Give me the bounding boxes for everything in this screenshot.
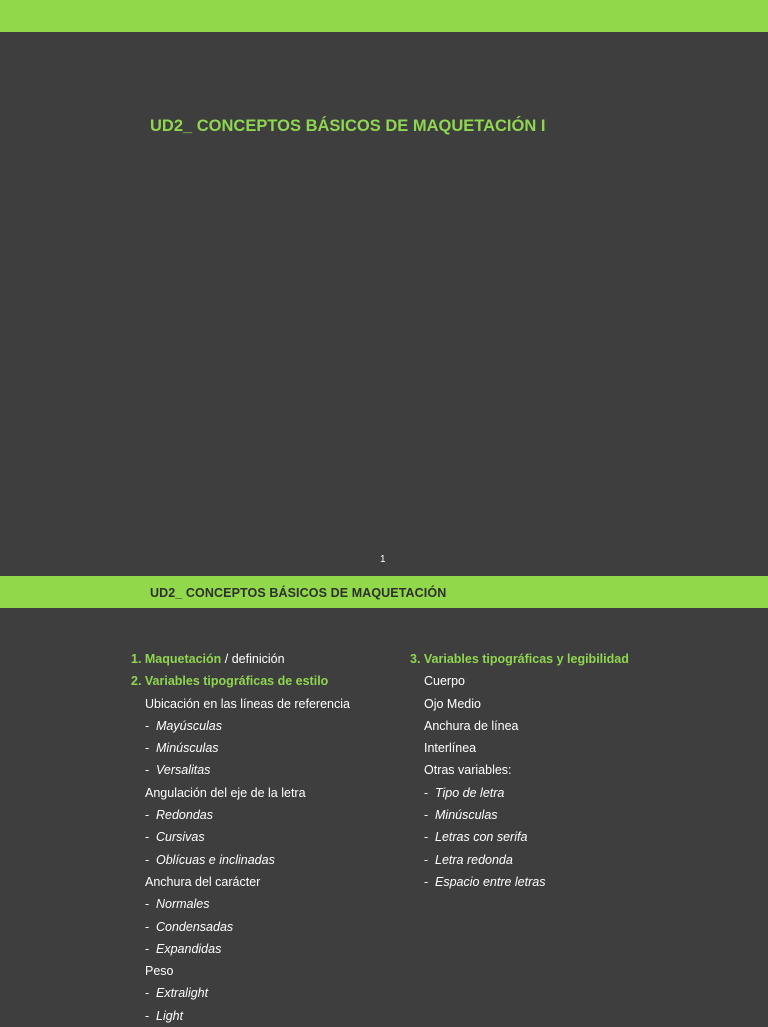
dash: - bbox=[424, 852, 429, 867]
ubicacion-label: Ubicación en las líneas de referencia bbox=[145, 696, 350, 711]
list-item-text: Versalitas bbox=[156, 763, 211, 778]
list-item-text: Normales bbox=[156, 897, 210, 912]
peso-label: Peso bbox=[145, 964, 174, 979]
list-item bbox=[131, 717, 391, 739]
list-item: Ojo Medio bbox=[424, 696, 481, 711]
dash: - bbox=[145, 808, 150, 823]
dash: - bbox=[145, 763, 150, 778]
list-item-text: Minúsculas bbox=[435, 808, 498, 823]
dash: - bbox=[145, 718, 150, 733]
list-item bbox=[131, 940, 391, 962]
dash: - bbox=[145, 741, 150, 756]
dash: - bbox=[145, 830, 150, 845]
list-item bbox=[131, 918, 391, 940]
list-item-text: Minúsculas bbox=[156, 741, 219, 756]
list-item bbox=[131, 984, 391, 1006]
dash: - bbox=[145, 986, 150, 1001]
list-item bbox=[410, 873, 710, 895]
list-item bbox=[131, 828, 391, 850]
section-1-heading bbox=[131, 650, 391, 672]
list-item-text: Expandidas bbox=[156, 941, 222, 956]
dash: - bbox=[145, 1008, 150, 1023]
top-green-bar bbox=[0, 0, 768, 32]
list-item-text: Letras con serifa bbox=[435, 830, 528, 845]
list-item-text: Redondas bbox=[156, 808, 213, 823]
otras-variables-label: Otras variables: bbox=[424, 763, 512, 778]
list-item bbox=[131, 851, 391, 873]
page-number: 1 bbox=[380, 554, 386, 565]
list-item bbox=[131, 739, 391, 761]
section-1-subtitle: / definición bbox=[221, 652, 285, 666]
dash: - bbox=[424, 830, 429, 845]
list-item-text: Espacio entre letras bbox=[435, 874, 546, 889]
list-item-text: Tipo de letra bbox=[435, 785, 505, 800]
slide-2-header-bar bbox=[0, 576, 768, 608]
list-item-text: Oblícuas e inclinadas bbox=[156, 852, 275, 867]
dash: - bbox=[145, 941, 150, 956]
slide-1-title: UD2_ CONCEPTOS BÁSICOS DE MAQUETACIÓN I bbox=[150, 117, 546, 135]
dash: - bbox=[145, 897, 150, 912]
left-column bbox=[131, 650, 391, 1027]
list-item-text: Mayúsculas bbox=[156, 718, 222, 733]
list-item bbox=[131, 806, 391, 828]
right-column bbox=[410, 650, 710, 895]
dash: - bbox=[145, 852, 150, 867]
section-2-heading: 2. Variables tipográficas de estilo bbox=[131, 674, 329, 689]
list-item bbox=[410, 851, 710, 873]
list-item: Interlínea bbox=[424, 741, 477, 756]
list-item bbox=[131, 761, 391, 783]
list-item-text: Extralight bbox=[156, 986, 209, 1001]
dash: - bbox=[145, 919, 150, 934]
list-item-text: Condensadas bbox=[156, 919, 234, 934]
section-3-heading: 3. Variables tipográficas y legibilidad bbox=[410, 652, 629, 666]
anchura-label: Anchura del carácter bbox=[145, 874, 261, 889]
list-item: Cuerpo bbox=[424, 674, 465, 689]
section-1-title: 1. Maquetación bbox=[131, 652, 222, 666]
list-item-text: Light bbox=[156, 1008, 184, 1023]
list-item bbox=[131, 895, 391, 917]
list-item-text: Cursivas bbox=[156, 830, 205, 845]
angulacion-label: Angulación del eje de la letra bbox=[145, 785, 306, 800]
list-item-text: Letra redonda bbox=[435, 852, 513, 867]
dash: - bbox=[424, 785, 429, 800]
list-item bbox=[410, 784, 710, 806]
dash: - bbox=[424, 808, 429, 823]
dash: - bbox=[424, 874, 429, 889]
list-item: Anchura de línea bbox=[424, 718, 519, 733]
slide-2-header-title: UD2_ CONCEPTOS BÁSICOS DE MAQUETACIÓN bbox=[150, 586, 447, 600]
list-item bbox=[410, 828, 710, 850]
list-item bbox=[410, 806, 710, 828]
